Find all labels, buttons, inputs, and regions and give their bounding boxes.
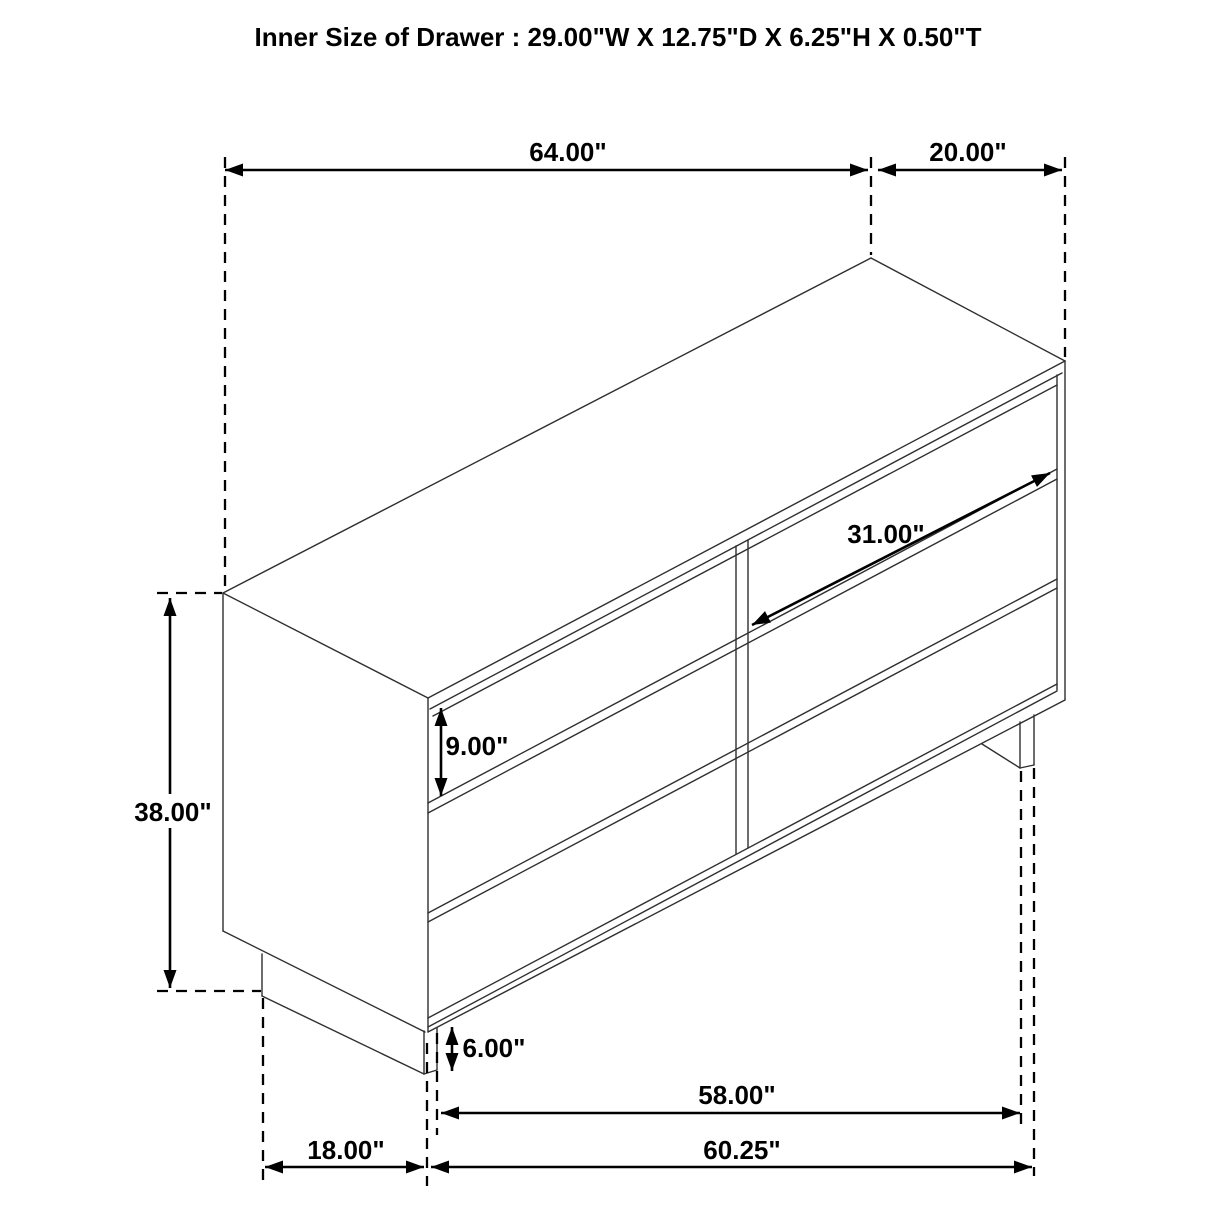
- label-overall-depth: 20.00": [929, 137, 1007, 167]
- diagram-title: Inner Size of Drawer : 29.00"W X 12.75"D X 6.25"H X 0.50"T: [254, 22, 982, 52]
- label-overall-width: 64.00": [529, 137, 607, 167]
- label-drawer-height: 9.00": [445, 731, 509, 761]
- label-base-length: 58.00": [698, 1080, 776, 1110]
- label-bottom-length: 60.25": [703, 1135, 781, 1165]
- label-side-offset: 18.00": [307, 1135, 385, 1165]
- label-overall-height: 38.00": [134, 797, 212, 827]
- label-base-height: 6.00": [462, 1033, 526, 1063]
- label-drawer-diagonal: 31.00": [847, 519, 925, 549]
